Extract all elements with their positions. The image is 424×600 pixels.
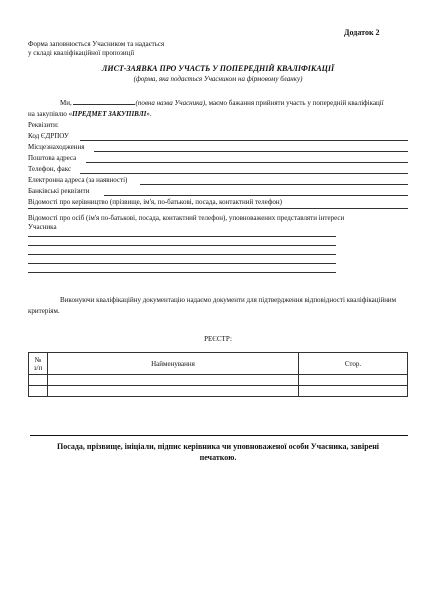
docs-text-line-2: критеріям. (28, 307, 60, 315)
field-line-location[interactable] (94, 151, 408, 152)
signature-caption-line-1: Посада, прізвище, ініціали, підпис керівника чи уповноваженої особи Учасника, завірені (56, 442, 380, 451)
field-label-location: Місцезнаходження (28, 143, 85, 151)
annex-label: Додаток 2 (344, 28, 380, 37)
register-cell[interactable] (29, 375, 48, 386)
field-label-postal-address: Поштова адреса (28, 154, 77, 162)
register-cell[interactable] (299, 375, 408, 386)
intro-line-2 (28, 110, 152, 119)
register-cell[interactable] (48, 386, 299, 397)
intro-text-2: на закупівлю « (28, 110, 73, 118)
register-header-row (29, 353, 408, 375)
form-note-line-1: Форма заповнюється Учасником та надається (28, 40, 165, 48)
register-cell[interactable] (29, 386, 48, 397)
register-header-page: Стор. (299, 353, 408, 375)
register-header-no (29, 353, 48, 375)
field-label-phone-fax: Телефон, факс (28, 165, 72, 173)
field-line-phone-fax[interactable] (80, 173, 408, 174)
form-note-line-2: у складі кваліфікаційної пропозиції (28, 49, 135, 57)
register-header-name: Найменування (48, 353, 299, 375)
intro-we: Ми, (60, 99, 72, 107)
register-header-no-2: з/п (33, 363, 43, 372)
field-label-management: Відомості про керівництво (прізвище, ім'я, по-батькові, посада, контактний телефон) (28, 198, 282, 206)
persons-line-5[interactable] (28, 272, 336, 273)
field-label-email: Електронна адреса (за наявності) (28, 176, 128, 184)
persons-label-line-1: Відомості про осіб (ім'я по-батькові, посада, контактний телефон), уповноважених представляти інтереси (28, 214, 345, 222)
field-line-management[interactable] (28, 208, 408, 209)
intro-line-1 (60, 99, 384, 108)
field-label-edrpou: Код ЄДРПОУ (28, 132, 69, 140)
signature-caption-line-2: печаткою. (199, 453, 237, 462)
register-title: РЕЄСТР: (204, 335, 232, 343)
table-row (29, 375, 408, 386)
procurement-subject: ПРЕДМЕТ ЗАКУПІВЛІ (72, 110, 147, 118)
register-cell[interactable] (48, 375, 299, 386)
document-title: ЛИСТ-ЗАЯВКА ПРО УЧАСТЬ У ПОПЕРЕДНІЙ КВАЛІФІКАЦІЇ (101, 64, 335, 73)
field-label-bank-details: Банківські реквізити (28, 187, 90, 195)
signature-line[interactable] (30, 435, 408, 436)
document-subtitle: (форма, яка подається Учасником на фірмовому бланку) (133, 75, 303, 83)
persons-line-1[interactable] (28, 236, 336, 237)
docs-text-line-1: Виконуючи кваліфікаційну документацію надаємо документи для підтвердження відповідності кваліфікаційним (60, 296, 397, 304)
table-row (29, 386, 408, 397)
field-line-bank-details[interactable] (104, 195, 408, 196)
requisites-label: Реквізити: (28, 121, 59, 129)
register-cell[interactable] (299, 386, 408, 397)
persons-line-3[interactable] (28, 254, 336, 255)
intro-text-3: ». (146, 110, 152, 118)
register-table (28, 352, 408, 397)
persons-line-4[interactable] (28, 263, 336, 264)
participant-name-blank[interactable] (73, 104, 135, 105)
persons-label-line-2: Учасника (28, 223, 57, 231)
register-header-no-1: № (34, 355, 42, 364)
field-line-edrpou[interactable] (80, 140, 408, 141)
participant-name-hint: (повна назва Учасника) (135, 99, 206, 107)
intro-text-1: , маємо бажання прийняти участь у попередній кваліфікації (205, 99, 384, 107)
persons-line-2[interactable] (28, 245, 336, 246)
field-line-email[interactable] (140, 184, 408, 185)
field-line-postal-address[interactable] (86, 162, 408, 163)
